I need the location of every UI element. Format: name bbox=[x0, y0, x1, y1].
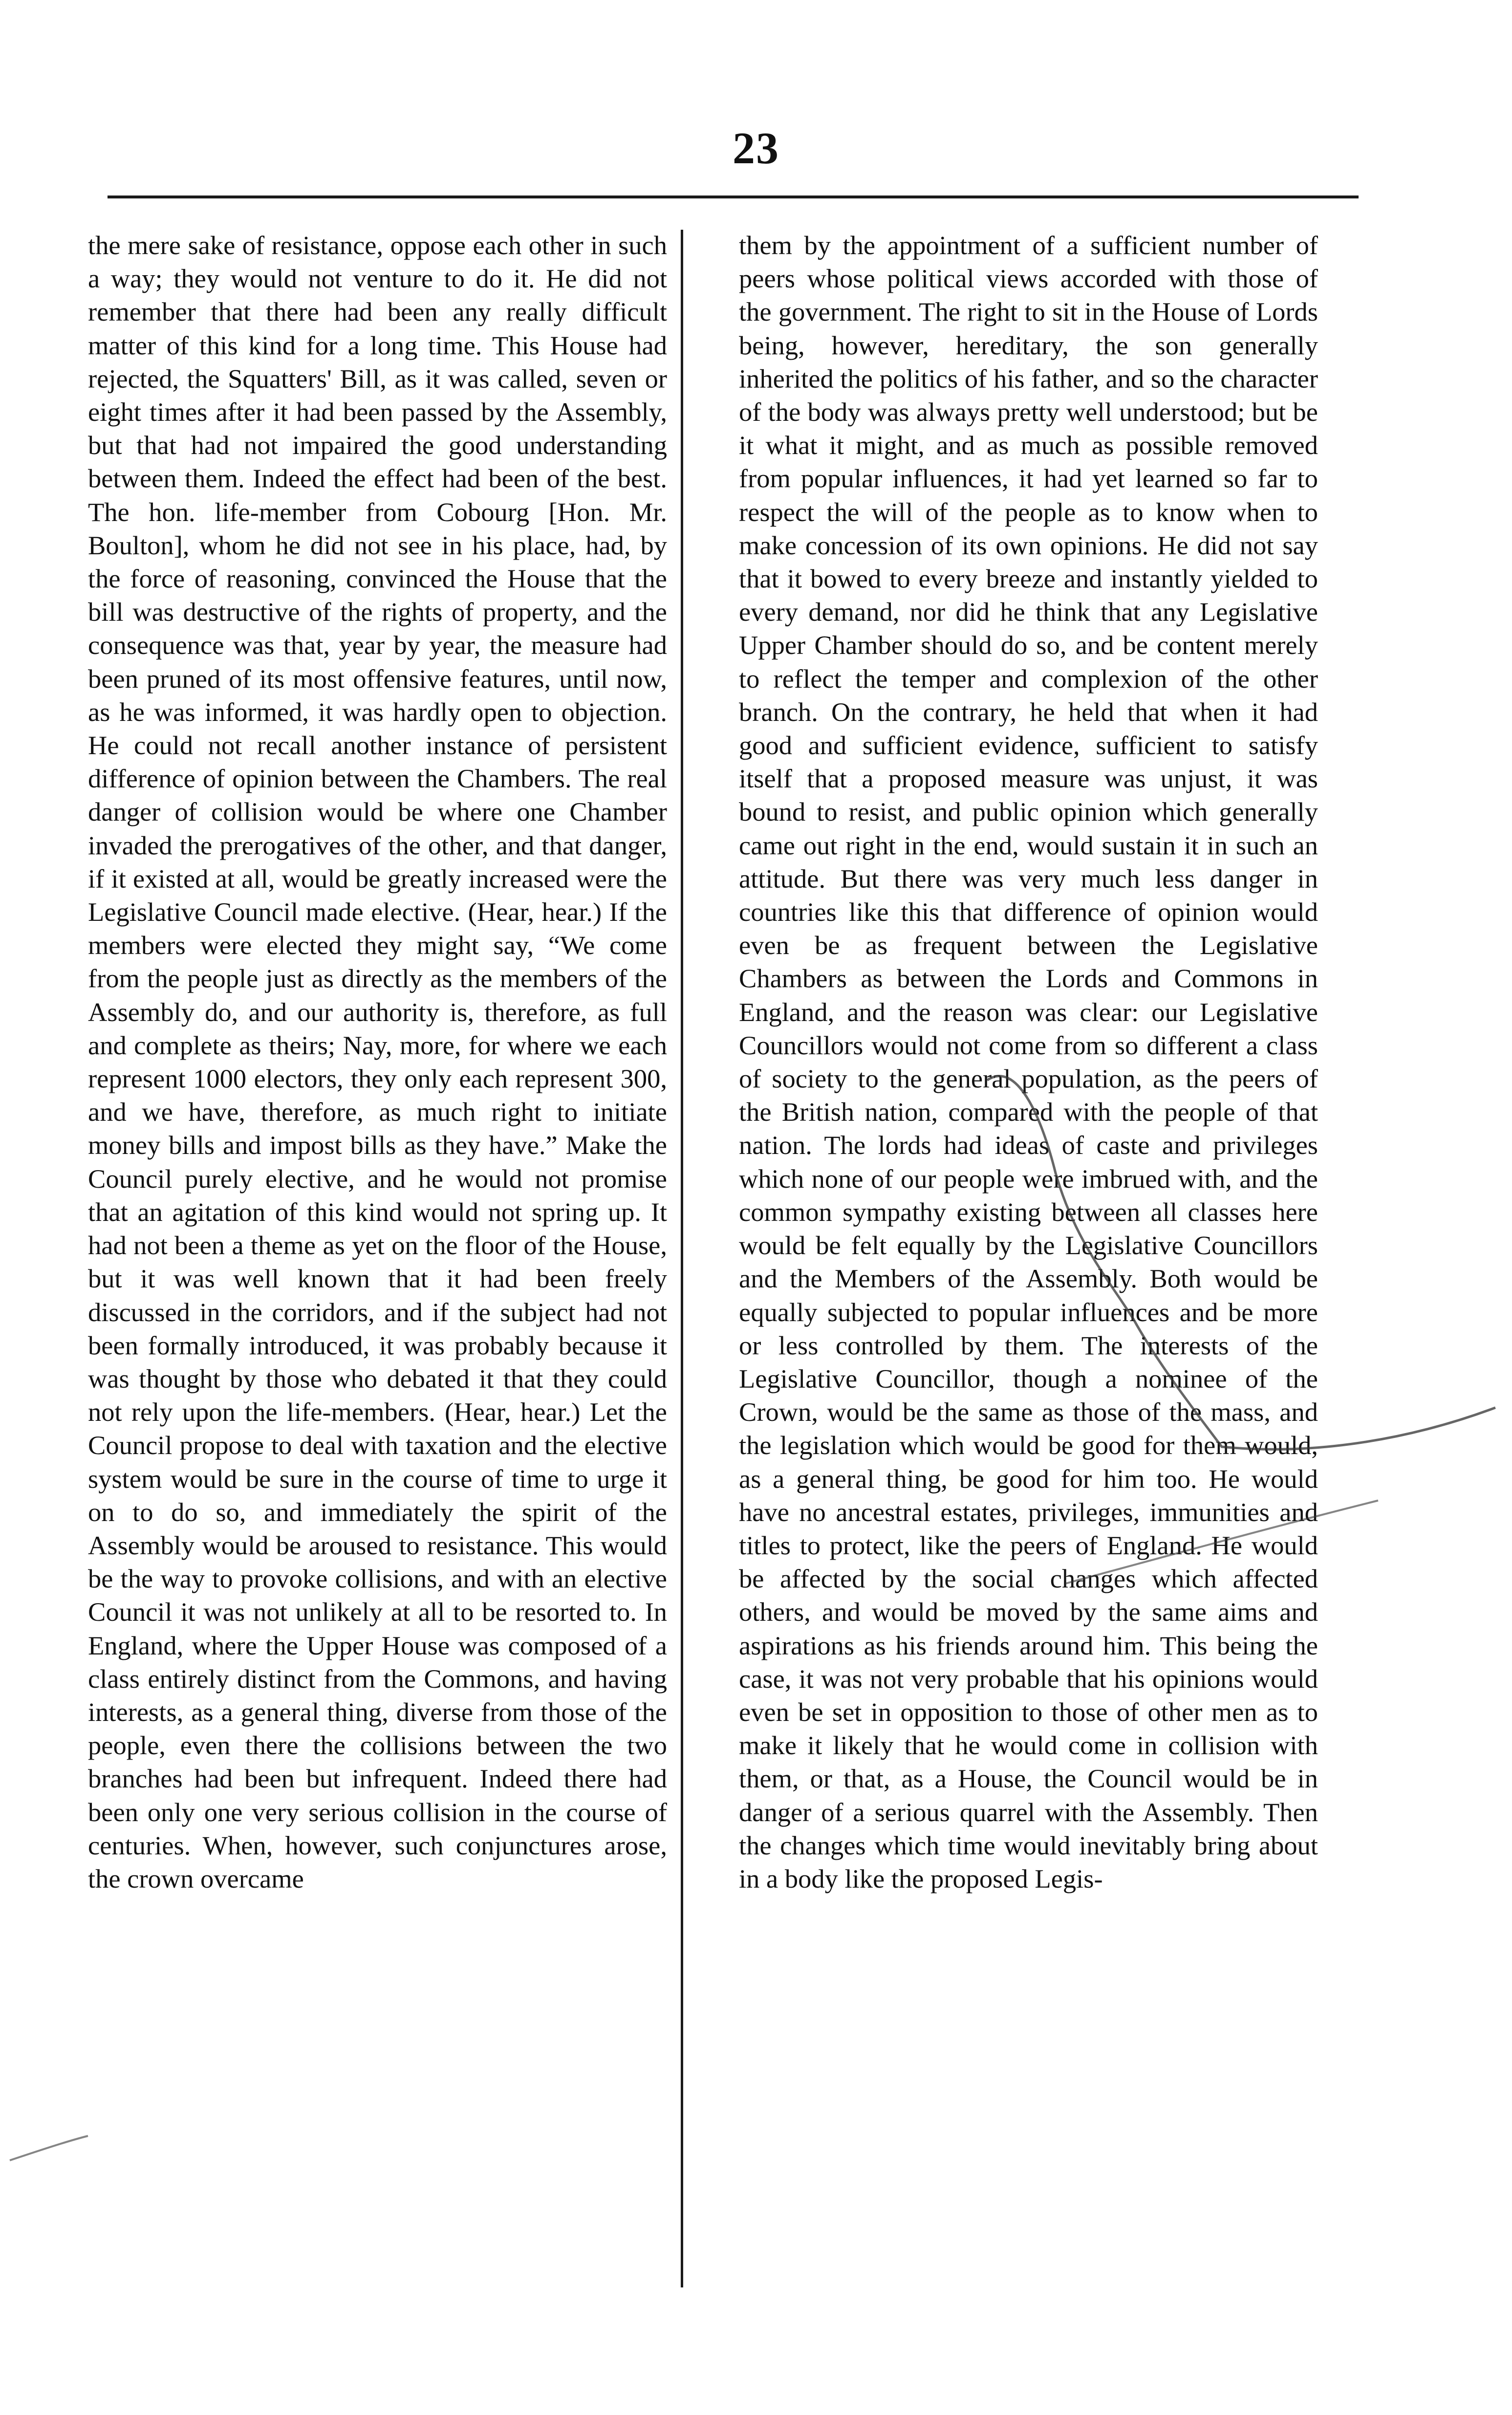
column-right-text: them by the appointment of a sufficient number of peers whose political views accorded with those of the government. The right to sit in the House of Lords being, however, hereditary, the son generally inherited the politics of his father, and so the character of the body was always pretty well understood; but be it what it might, and as much as possible removed from popular influences, it had yet learned so far to respect the will of the people as to know when to make concession of its own opinions. He did not say that it bowed to every breeze and instantly yielded to every demand, nor did he think that any Legislative Upper Chamber should do so, and be content merely to reflect the temper and complexion of the other branch. On the contrary, he held that when it had good and sufficient evidence, sufficient to satisfy itself that a proposed measure was unjust, it was bound to resist, and public opinion which generally came out right in the end, would sustain it in such an attitude. But there was very much less danger in countries like this that difference of opinion would even be as frequent between the Legislative Chambers as between the Lords and Commons in England, and the reason was clear: our Legislative Councillors would not come from so different a class of society to the general population, as the peers of the British nation, compared with the people of that nation. The lords had ideas of caste and privileges which none of our people were imbrued with, and the common sympathy existing between all classes here would be felt equally by the Legislative Councillors and the Members of the Assembly. Both would be equally subjected to popular influences and be more or less controlled by them. The interests of the Legislative Councillor, though a nominee of the Crown, would be the same as those of the mass, and the legislation which would be good for them would, as a general thing, be good for him too. He would have no ancestral estates, privileges, immunities and titles to protect, like the peers of England. He would be affected by the social changes which affected others, and would be moved by the same aims and aspirations as his friends around him. This being the case, it was not very probable that his opinions would even be set in opposition to those of other men as to make it likely that he would come in collision with them, or that, as a House, the Council would be in danger of a serious quarrel with the Assembly. Then the changes which time would inevitably bring about in a body like the proposed Legis- bbox=[739, 230, 1318, 1893]
page-number: 23 bbox=[733, 123, 779, 173]
pen-stroke-margin bbox=[10, 2136, 88, 2160]
header-rule bbox=[108, 196, 1359, 198]
text-column-left bbox=[88, 229, 667, 2345]
text-column-right bbox=[739, 229, 1318, 2345]
column-left-text: the mere sake of resistance, oppose each other in such a way; they would not venture to do it. He did not remember that there had been any really difficult matter of this kind for a long time. This House had rejected, the Squatters' Bill, as it was called, seven or eight times after it had been passed by the Assembly, but that had not impaired the good understanding between them. Indeed the effect had been of the best. The hon. life-member from Cobourg [Hon. Mr. Boulton], whom he did not see in his place, had, by the force of reasoning, convinced the House that the bill was destructive of the rights of property, and the consequence was that, year by year, the measure had been pruned of its most offensive features, until now, as he was informed, it was hardly open to objection. He could not recall another instance of persistent difference of opinion between the Chambers. The real danger of collision would be where one Chamber invaded the prerogatives of the other, and that danger, if it existed at all, would be greatly increased were the Legislative Council made elective. (Hear, hear.) If the members were elected they might say, “We come from the people just as directly as the members of the Assembly do, and our authority is, therefore, as full and complete as theirs; Nay, more, for where we each represent 1000 electors, they only each represent 300, and we have, therefore, as much right to initiate money bills and impost bills as they have.” Make the Council purely elective, and he would not promise that an agitation of this kind would not spring up. It had not been a theme as yet on the floor of the House, but it was well known that it had been freely discussed in the corridors, and if the subject had not been formally introduced, it was probably because it was thought by those who debated it that they could not rely upon the life-members. (Hear, hear.) Let the Council propose to deal with taxation and the elective system would be sure in the course of time to urge it on to do so, and immediately the spirit of the Assembly would be aroused to resistance. This would be the way to provoke collisions, and with an elective Council it was not unlikely at all to be resorted to. In England, where the Upper House was composed of a class entirely distinct from the Commons, and having interests, as a general thing, diverse from those of the people, even there the collisions between the two branches had been but infrequent. Indeed there had been only one very serious collision in the course of centuries. When, however, such conjunctures arose, the crown overcame bbox=[88, 230, 667, 1893]
column-divider bbox=[681, 230, 683, 2287]
